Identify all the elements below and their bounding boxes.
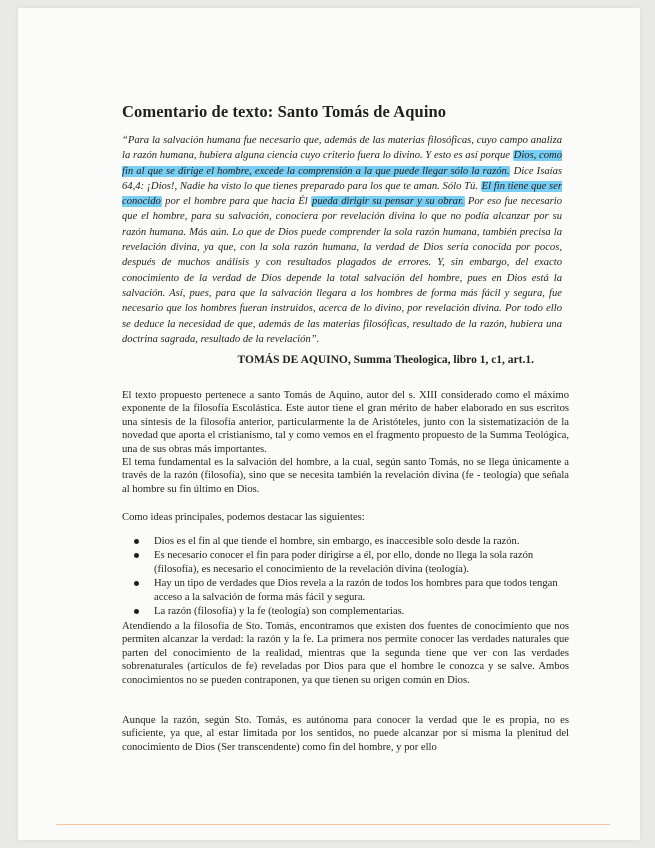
paragraph: Como ideas principales, podemos destacar las siguientes:	[122, 512, 365, 523]
list-item	[132, 549, 568, 576]
paragraph: El texto propuesto pertenece a santo Tomás de Aquino, autor del s. XIII considerado como el máximo exponente de la filosofía Escolástica. Este autor tiene el gran mérito de haber elaborado en sus escritos una síntesis de la filosofía anterior, particularmente la de Aristóteles, junto con la sistematización de la novedad que aporta el cristianismo, tal y como vemos en el fragmento propuesto de la Summa Teológica, una de sus obras más importantes.	[122, 390, 569, 455]
document-page	[18, 8, 640, 840]
bullet-icon	[134, 609, 139, 614]
paragraph: Atendiendo a la filosofía de Sto. Tomás, encontramos que existen dos fuentes de conocimiento que nos permiten alcanzar la verdad: la razón y la fe. La primera nos permite conocer las verdades naturales que parten del conocimiento de la realidad, mientras que la segunda tiene que ver con las verdades sobrenaturales (artículos de fe) reveladas por Dios para que el hombre le conozca y se salve. Ambos conocimientos no se pueden contraponen, ya que tienen su origen común en Dios.	[122, 621, 569, 686]
bullet-icon	[134, 553, 139, 558]
document-title: Comentario de texto: Santo Tomás de Aquino	[122, 102, 447, 121]
paragraph: El tema fundamental es la salvación del hombre, a la cual, según santo Tomás, no se llega únicamente a través de la razón (filosofía), sino que se necesita también la revelación divina (fe - teología) que señala al hombre su fin último en Dios.	[122, 457, 569, 495]
highlighted-text: pueda dirigir su pensar y su obrar.	[312, 196, 464, 208]
quoted-passage	[122, 133, 562, 347]
highlighted-text: El fin tiene que ser conocido	[122, 180, 563, 208]
list-item-text: Hay un tipo de verdades que Dios revela a la razón de todos los hombres para que todos tengan acceso a la salvación de forma más fácil y segura.	[154, 578, 558, 603]
list-item-text: La razón (filosofía) y la fe (teología) son complementarias.	[154, 606, 405, 618]
bullet-icon	[134, 581, 139, 586]
quote-text: Dice Isaías 64,4: ¡Dios!, Nadie ha visto lo que tienes preparado para los que te aman. Sólo Tú.	[122, 165, 562, 192]
quote-text: Por eso fue necesario que el hombre, para su salvación, conociera por revelación divina lo que no podía alcanzar por su razón humana. Más aún. Lo que de Dios puede comprender la sola razón humana, también precisa la revelación divina, ya que, con la sola razón humana, la verdad de Dios sería conocida por pocos, después de muchos análisis y con resultados plagados de errores. Y, sin embargo, del exacto conocimiento de la verdad de Dios depende la total salvación del hombre, pues en Dios está la salvación. Así, pues, para que la salvación llegara a los hombres de forma más fácil y segura, fue necesario que los hombres fueran instruidos, acerca de lo divino, por revelación divina. Por todo ello se deduce la necesidad de que, además de las materias filosóficas, resultado de la razón, hubiera una doctrina sagrada, resultado de la revelación”.	[122, 196, 563, 345]
highlighted-text: Dios, como fin al que se dirige el hombre, excede la comprensión a la que puede llegar sólo la razón.	[122, 150, 562, 177]
bleed-through-text: · · · · · · · · · · · · · · · · · ·	[318, 371, 421, 382]
page-bottom-rule	[56, 824, 610, 825]
list-item	[132, 535, 568, 548]
list-item-text: Es necesario conocer el fin para poder dirigirse a él, por ello, donde no llega la sola razón (filosofía), es necesario el conocimiento de la revelación divina (teología).	[154, 550, 534, 575]
quote-text: por el hombre para que hacia Él	[161, 196, 312, 208]
list-item	[132, 577, 568, 604]
list-item-text: Dios es el fin al que tiende el hombre, sin embargo, es inaccesible solo desde la razón.	[154, 536, 520, 547]
paragraph: Aunque la razón, según Sto. Tomás, es autónoma para conocer la verdad que le es propia, no es suficiente, ya que, al estar limitada por los sentidos, no puede alcanzar por sí misma la plenitud del conocimiento de Dios (Ser transcendente) como fin del hombre, y por ello	[122, 715, 569, 753]
source-reference: TOMÁS DE AQUINO, Summa Theologica, libro 1, c1, art.1.	[237, 354, 534, 366]
bleed-through-text: · · · · · · · · · ·	[488, 108, 544, 119]
quote-text: “Para la salvación humana fue necesario que, además de las materias filosóficas, cuyo campo analiza la razón humana, hubiera alguna ciencia cuyo criterio fuera lo divino. Y esto es así porque	[122, 135, 562, 162]
bullet-icon	[134, 539, 139, 544]
main-ideas-list	[132, 535, 568, 619]
list-item	[132, 605, 568, 618]
